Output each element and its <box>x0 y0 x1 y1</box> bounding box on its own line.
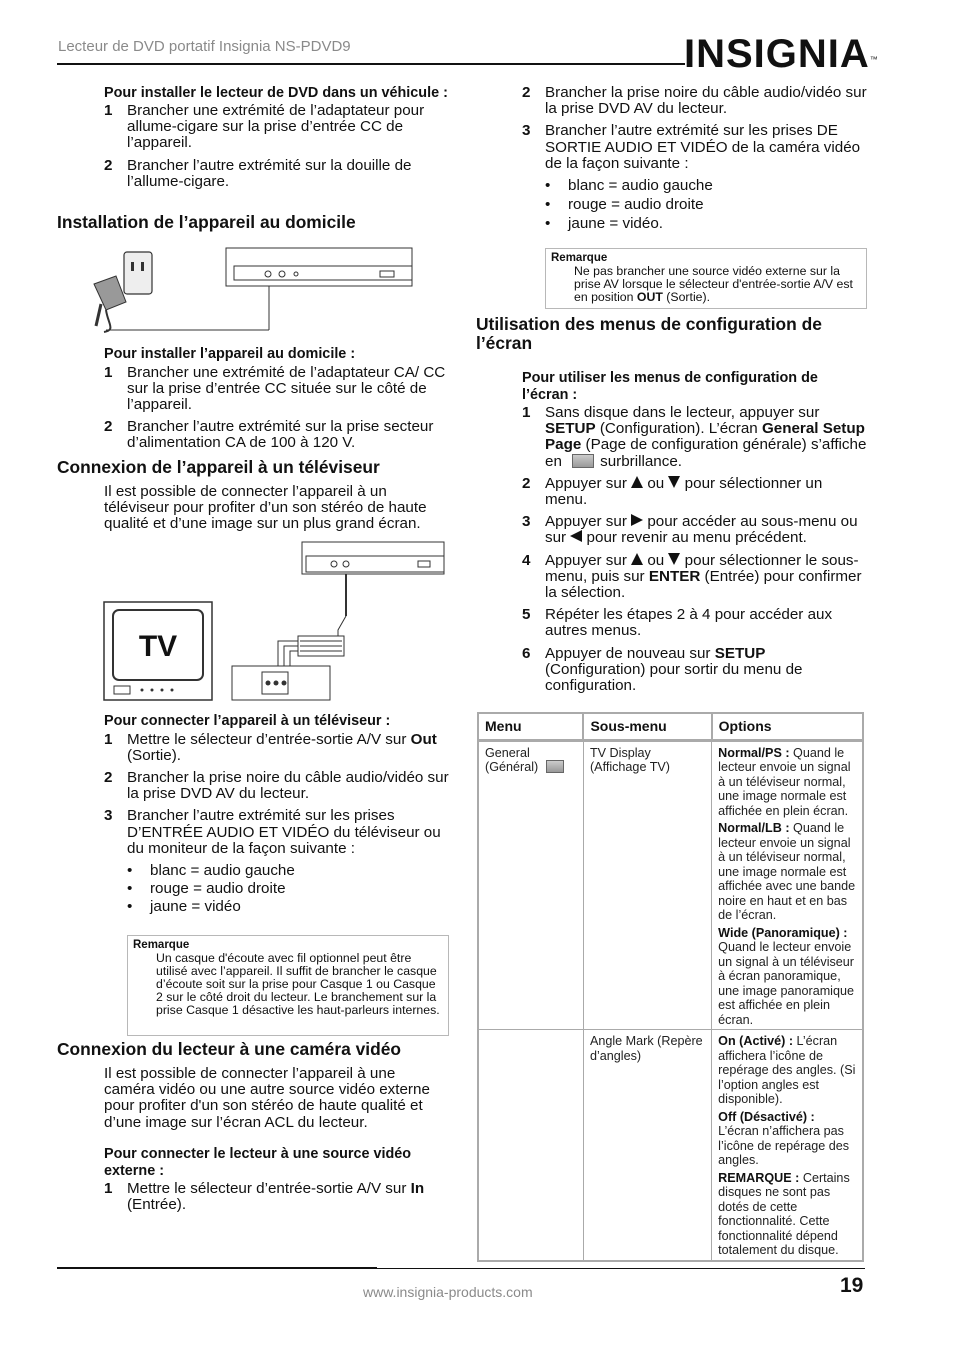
menu-step-4: 4 Appuyer sur ou pour sélectionner le sous-menu, puis sur ENTER (Entrée) pour confirmer la sélection. <box>522 551 862 602</box>
home-step-2: 2 Brancher l’autre extrémité sur la prise secteur d’alimentation CA de 100 à 120 V. <box>104 418 434 452</box>
note-text: Un casque d'écoute avec fil optionnel peut être utilisé avec l’appareil. Il suffit de brancher le casque d’écoute soit sur la prise pour Casque 1 ou Casque 2 sur le côté droit du lecteur. Le branchement sur la prise Casque 1 désactive les haut-parleurs internes. <box>156 951 440 1017</box>
insignia-logo: INSIGNIA™ <box>684 32 879 76</box>
footer-url: www.insignia-products.com <box>363 1284 533 1300</box>
table-cell-menu: General (Général) <box>478 740 583 1030</box>
table-cell-submenu: Angle Mark (Repère d’angles) <box>583 1030 711 1261</box>
camera-intro: Il est possible de connecter l’appareil à une caméra vidéo ou une autre source vidéo externe pour profiter d'un son stéréo de haute qualité et d’une image sur l’écran ACL du lecteur. <box>104 1065 430 1131</box>
vehicle-subhead: Pour installer le lecteur de DVD dans un véhicule : <box>104 85 448 101</box>
table-cell-options: On (Activé) : L’écran affichera l’icône de repérage des angles. (Si l’option angles est disponible). Off (Désactivé) : L’écran n’affichera pas l’icône de repérage des angles. REMARQUE : Certains disques ne sont pas dotés de cette fonctionnalité. Cette fonctionnalité dépend totalement du disque. <box>712 1030 863 1261</box>
general-setup-icon <box>546 760 564 773</box>
tv-step-3: 3 Brancher l’autre extrémité sur les prises D’ENTRÉE AUDIO ET VIDÉO du téléviseur ou du moniteur de la façon suivante : <box>104 807 441 857</box>
table-cell-menu <box>478 1030 583 1261</box>
menu-step-1: 1 Sans disque dans le lecteur, appuyer sur SETUP (Configuration). L’écran General Setup Page (Page de configuration générale) s’affiche en surbrillance. <box>522 404 867 470</box>
camera-step-1: 1 Mettre le sélecteur d’entrée-sortie A/V sur In (Entrée). <box>104 1180 425 1214</box>
headphone-note <box>127 935 449 1036</box>
up-arrow-icon <box>631 553 643 565</box>
list-item: • jaune = vidéo. <box>545 216 867 232</box>
av-input-note <box>545 248 867 309</box>
tv-intro: Il est possible de connecter l’appareil à un téléviseur pour profiter d’un son stéréo de haute qualité et d’une image sur un plus grand écran. <box>104 483 427 533</box>
tv-connection-illustration <box>102 538 448 703</box>
menu-options-table <box>477 712 864 1262</box>
list-item: • blanc = audio gauche <box>127 863 449 879</box>
tv-step-2: 2 Brancher la prise noire du câble audio/vidéo sur la prise DVD AV du lecteur. <box>104 768 449 803</box>
tv-step-1: 1 Mettre le sélecteur d’entrée-sortie A/V sur Out (Sortie). <box>104 730 437 764</box>
tv-label: TV <box>138 630 178 663</box>
table-row <box>478 740 863 1030</box>
tv-bullet-list <box>104 863 449 916</box>
menu-steps <box>522 370 867 694</box>
camera-bullet-list <box>522 178 867 233</box>
header-rule <box>57 63 685 65</box>
table-cell-options: Normal/PS : Quand le lecteur envoie un signal à un téléviseur normal, une image normale est affichée en plein écran. Normal/LB : Quand le lecteur envoie un signal à un téléviseur normal, une image normale est affichée avec une bande noire en haut et en bas de l’écran. Wide (Panoramique) : Quand le lecteur envoie un signal à un téléviseur à écran panoramique, une image panoramique est affichée en plein écran. <box>712 740 863 1030</box>
tv-steps-section <box>104 713 449 916</box>
general-setup-icon <box>572 454 594 468</box>
table-cell-submenu: TV Display (Affichage TV) <box>583 740 711 1030</box>
camera-subhead: Pour connecter le lecteur à une source vidéo externe : <box>104 1146 412 1179</box>
ac-adapter-illustration <box>86 244 416 336</box>
list-item: • rouge = audio droite <box>545 197 867 213</box>
list-item: • jaune = vidéo <box>127 899 449 915</box>
vehicle-step-2: 2 Brancher l’autre extrémité sur la douille de l’allume-cigare. <box>104 157 412 191</box>
column-header-menu: Menu <box>478 713 583 740</box>
camera-step-3: 3 Brancher l’autre extrémité sur les prises DE SORTIE AUDIO ET VIDÉO de la caméra vidéo de la façon suivante : <box>522 122 861 172</box>
note-text: Ne pas brancher une source vidéo externe sur la prise AV lorsque le sélecteur d'entrée-sortie A/V est en position OUT (Sortie). <box>574 264 853 304</box>
running-header: Lecteur de DVD portatif Insignia NS-PDVD9 <box>58 38 351 55</box>
menu-subhead: Pour utiliser les menus de configuration de l’écran : <box>522 370 818 403</box>
vehicle-section <box>104 85 449 191</box>
menu-step-2: 2 Appuyer sur ou pour sélectionner un menu. <box>522 474 823 509</box>
table-header-row <box>478 713 863 740</box>
left-arrow-icon <box>570 530 582 542</box>
note-label: Remarque <box>551 252 608 264</box>
menu-heading: Utilisation des menus de configuration de l’écran <box>476 314 822 353</box>
page-number: 19 <box>840 1274 864 1297</box>
list-item: • blanc = audio gauche <box>545 178 867 194</box>
home-heading: Installation de l’appareil au domicile <box>57 212 356 232</box>
table-row <box>478 1030 863 1261</box>
camera-heading: Connexion du lecteur à une caméra vidéo <box>57 1039 402 1059</box>
down-arrow-icon <box>668 476 680 488</box>
menu-step-5: 5 Répéter les étapes 2 à 4 pour accéder aux autres menus. <box>522 606 833 640</box>
home-section <box>104 346 449 452</box>
menu-step-3: 3 Appuyer sur pour accéder au sous-menu ou sur pour revenir au menu précédent. <box>522 513 858 547</box>
footer-rule-thick <box>57 1267 377 1269</box>
vehicle-step-1: 1 Brancher une extrémité de l’adaptateur pour allume-cigare sur la prise d’entrée CC de l’appareil. <box>104 101 425 151</box>
camera-steps-right <box>522 85 867 233</box>
right-arrow-icon <box>631 514 643 526</box>
tv-heading: Connexion de l’appareil à un téléviseur <box>57 457 380 477</box>
column-header-submenu: Sous-menu <box>583 713 711 740</box>
down-arrow-icon <box>668 553 680 565</box>
list-item: • rouge = audio droite <box>127 881 449 897</box>
menu-step-6: 6 Appuyer de nouveau sur SETUP (Configuration) pour sortir du menu de configuration. <box>522 644 803 695</box>
camera-step-2: 2 Brancher la prise noire du câble audio/vidéo sur la prise DVD AV du lecteur. <box>522 84 867 118</box>
home-subhead: Pour installer l’appareil au domicile : <box>104 346 356 362</box>
home-step-1: 1 Brancher une extrémité de l’adaptateur CA/ CC sur la prise d’entrée CC située sur le côté de l’appareil. <box>104 363 446 413</box>
note-label: Remarque <box>133 939 190 951</box>
up-arrow-icon <box>631 476 643 488</box>
tv-subhead: Pour connecter l’appareil à un téléviseur : <box>104 713 391 729</box>
column-header-options: Options <box>712 713 863 740</box>
camera-steps-left <box>104 1146 449 1213</box>
